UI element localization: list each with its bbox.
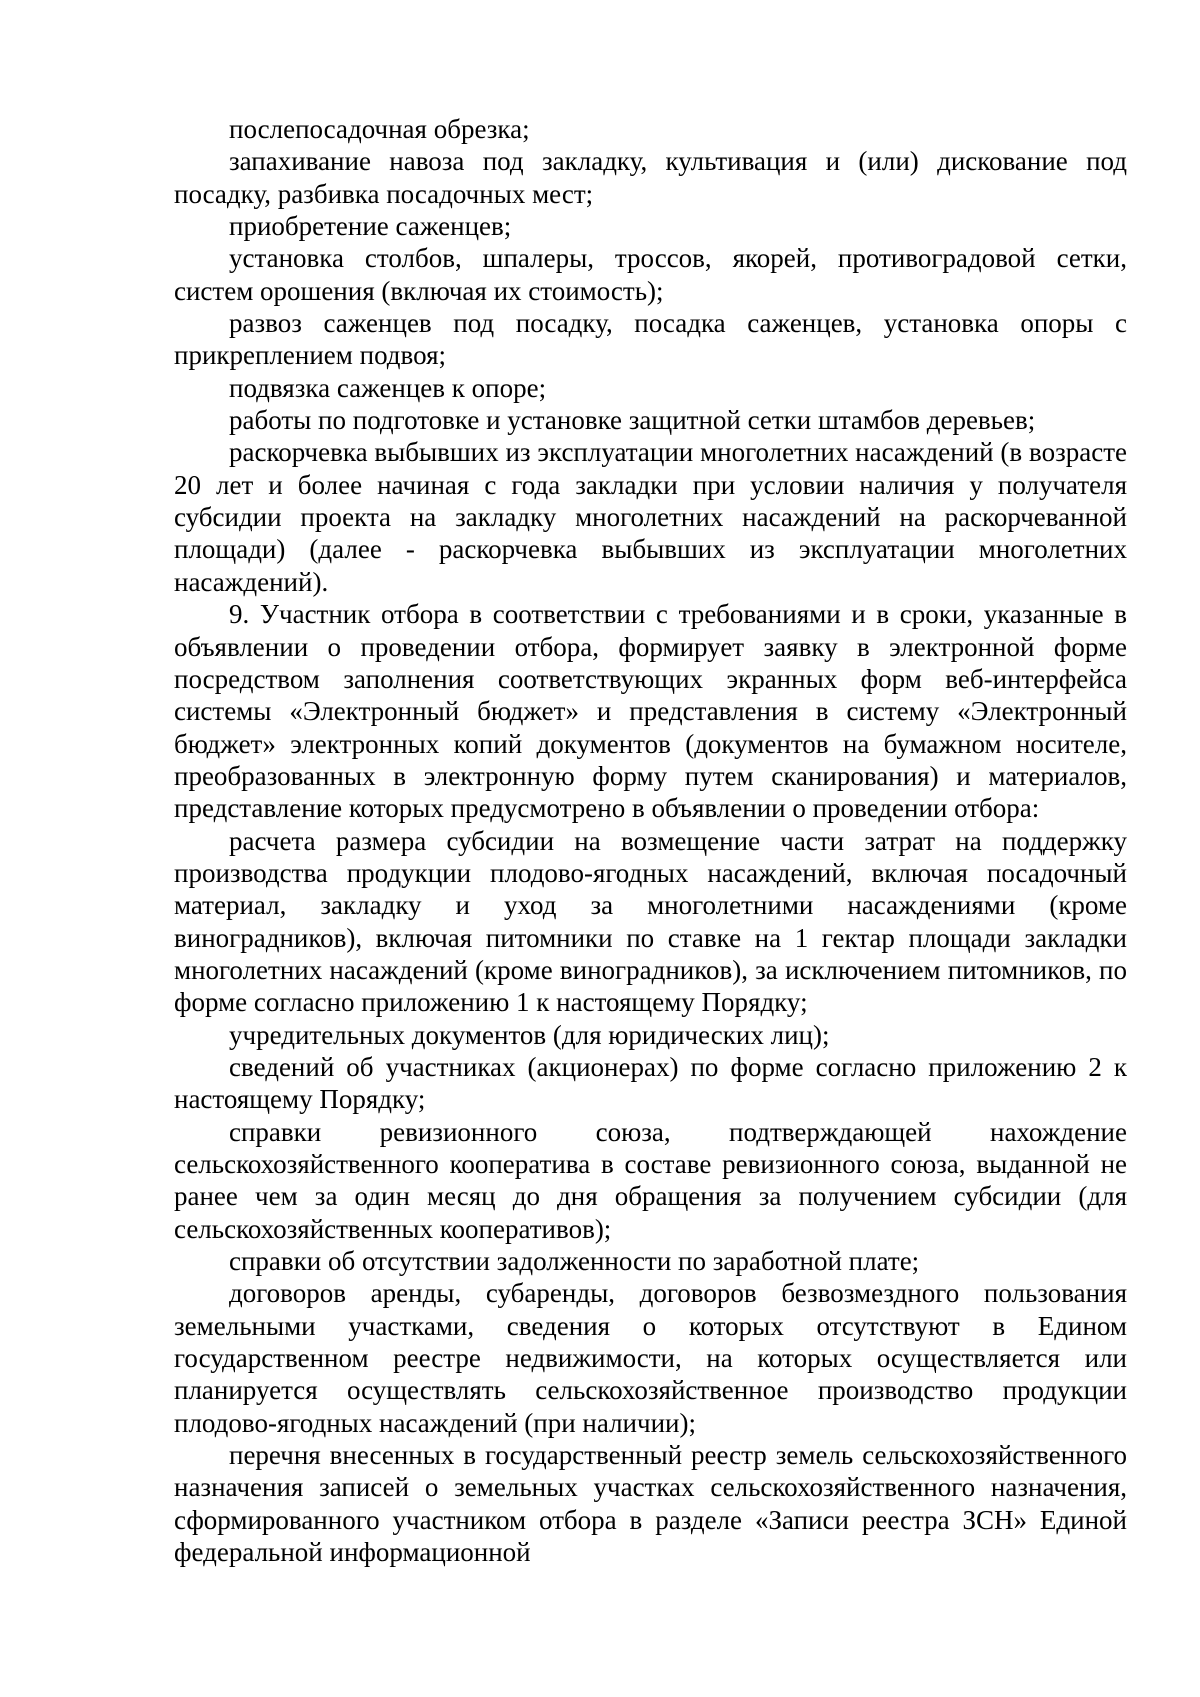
paragraph: справки об отсутствии задолженности по заработной плате; xyxy=(229,1246,920,1277)
paragraph: послепосадочная обрезка; xyxy=(229,114,530,144)
paragraph: сведений об участниках (акционерах) по форме согласно приложению 2 к настоящему Порядку; xyxy=(174,1051,1127,1115)
paragraph: развоз саженцев под посадку, посадка саженцев, установка опоры с прикреплением подвоя; xyxy=(174,308,1127,371)
paragraph: работы по подготовке и установке защитной сетки штамбов деревьев; xyxy=(229,405,1036,436)
paragraph: приобретение саженцев; xyxy=(229,211,512,242)
paragraph: установка столбов, шпалеры, троссов, якорей, противоградовой сетки, систем орошения (включая их стоимость); xyxy=(174,243,1127,306)
document-body xyxy=(174,113,1127,1568)
paragraph-item-9: 9. Участник отбора в соответствии с требованиями и в сроки, указанные в объявлении о проведении отбора, формирует заявку в электронной форме посредством заполнения соответствующих экранных форм веб-интерфейса системы «Электронный бюджет» и представления в систему «Электронный бюджет» электронных копий документов (документов на бумажном носителе, преобразованных в электронную форму путем сканирования) и материалов, представление которых предусмотрено в объявлении о проведении отбора: xyxy=(174,599,1127,824)
paragraph: учредительных документов (для юридических лиц); xyxy=(229,1019,830,1050)
paragraph: расчета размера субсидии на возмещение части затрат на поддержку производства продукции плодово-ягодных насаждений, включая посадочный материал, закладку и уход за многолетними насаждениями (кроме виноградников), включая питомники по ставке на 1 гектар площади закладки многолетних насаждений (кроме виноградников), за исключением питомников, по форме согласно приложению 1 к настоящему Порядку; xyxy=(174,825,1127,1018)
paragraph: подвязка саженцев к опоре; xyxy=(229,372,547,403)
paragraph: перечня внесенных в государственный реестр земель сельскохозяйственного назначения записей о земельных участках сельскохозяйственного назначения, сформированного участником отбора в разделе «Записи реестра ЗСН» Единой федеральной информационной xyxy=(174,1440,1127,1568)
paragraph: справки ревизионного союза, подтверждающей нахождение сельскохозяйственного кооператива в составе ревизионного союза, выданной не ранее чем за один месяц до дня обращения за получением субсидии (для сельскохозяйственных кооперативов); xyxy=(174,1116,1127,1244)
paragraph: договоров аренды, субаренды, договоров безвозмездного пользования земельными участками, сведения о которых отсутствуют в Едином государственном реестре недвижимости, на которых осуществляется или планируется осуществлять сельскохозяйственное производство продукции плодово-ягодных насаждений (при наличии); xyxy=(174,1278,1127,1438)
paragraph: раскорчевка выбывших из эксплуатации многолетних насаждений (в возрасте 20 лет и более начиная с года закладки при условии наличия у получателя субсидии проекта на закладку многолетних насаждений на раскорчеванной площади) (далее - раскорчевка выбывших из эксплуатации многолетних насаждений). xyxy=(174,437,1127,597)
paragraph: запахивание навоза под закладку, культивация и (или) дискование под посадку, разбивка посадочных мест; xyxy=(174,146,1127,209)
